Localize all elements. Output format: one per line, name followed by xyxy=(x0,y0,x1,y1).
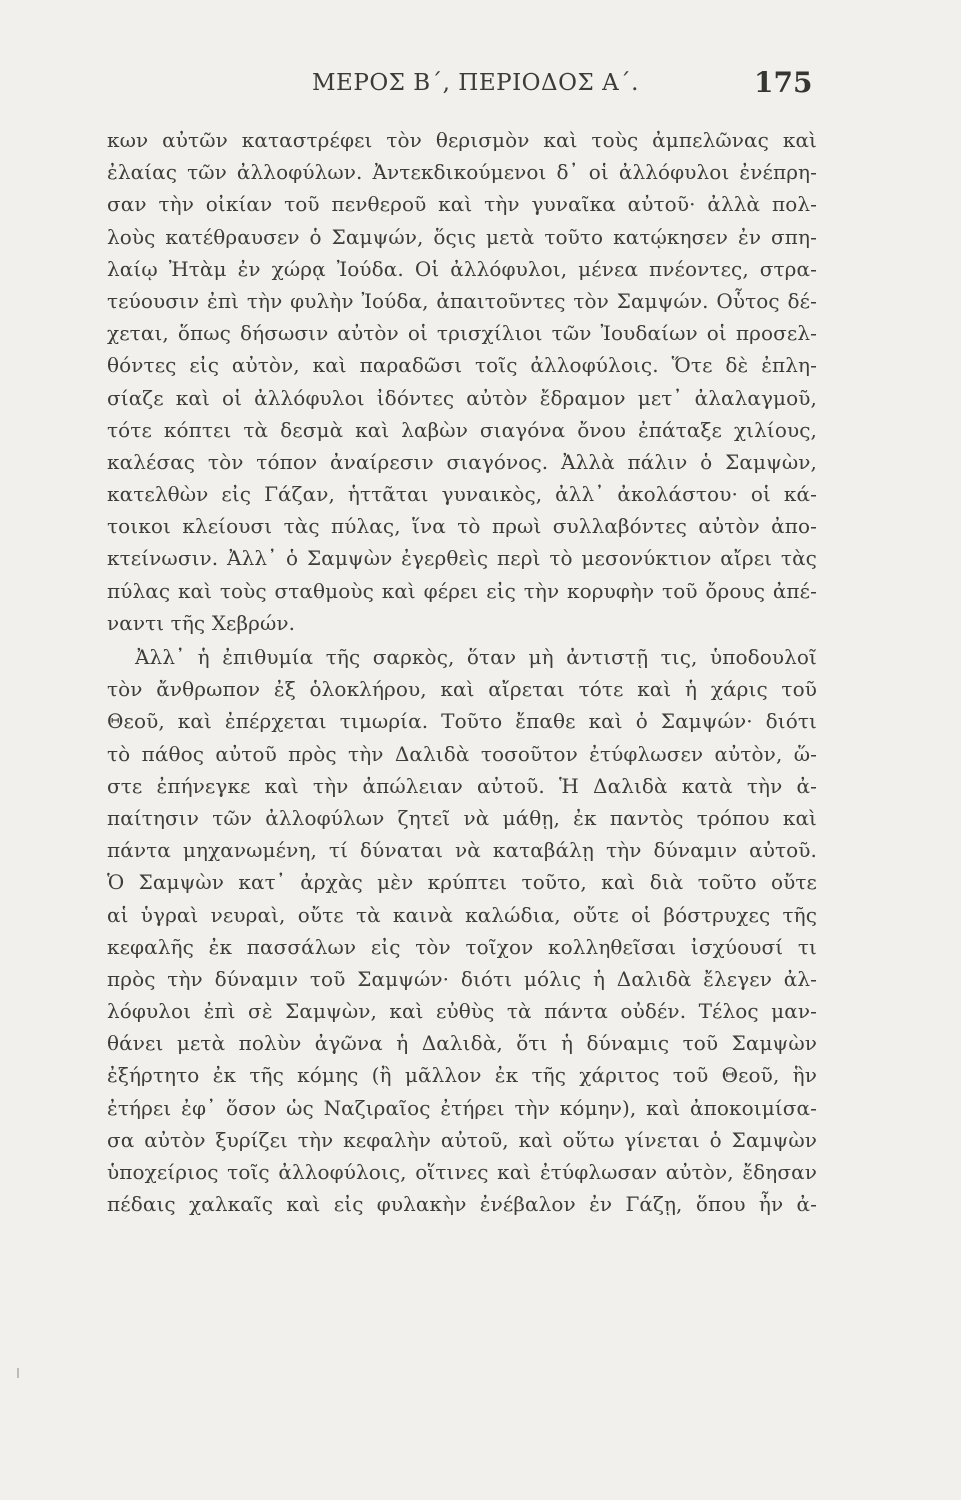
text-line: τότε κόπτει τὰ δεσμὰ καὶ λαβὼν σιαγόνα ὄνου ἐπάταξε χιλίους, xyxy=(107,417,817,442)
text-line: πύλας καὶ τοὺς σταθμοὺς καὶ φέρει εἰς τὴν κορυφὴν τοῦ ὄρους ἀπέ- xyxy=(107,578,817,603)
text-line: Ὁ Σαμψὼν κατ᾽ ἀρχὰς μὲν κρύπτει τοῦτο, καὶ διὰ τοῦτο οὔτε xyxy=(107,870,817,895)
paragraph-2 xyxy=(107,641,817,1220)
text-line: λοὺς κατέθραυσεν ὁ Σαμψών, ὅςις μετὰ τοῦτο κατῴκησεν ἐν σπη- xyxy=(107,224,817,249)
page-number: 175 xyxy=(754,66,813,99)
text-line: χεται, ὅπως δήσωσιν αὐτὸν οἱ τρισχίλιοι τῶν Ἰουδαίων οἱ προσελ- xyxy=(107,321,817,346)
text-line: σα αὐτὸν ξυρίζει τὴν κεφαλὴν αὐτοῦ, καὶ οὕτω γίνεται ὁ Σαμψὼν xyxy=(107,1127,817,1152)
text-line: τοικοι κλείουσι τὰς πύλας, ἵνα τὸ πρωὶ συλλαβόντες αὐτὸν ἀπο- xyxy=(107,514,817,539)
text-line: αἱ ὑγραὶ νευραὶ, οὔτε τὰ καινὰ καλώδια, οὔτε οἱ βόστρυχες τῆς xyxy=(107,902,817,927)
text-line: θάνει μετὰ πολὺν ἀγῶνα ἡ Δαλιδὰ, ὅτι ἡ δύναμις τοῦ Σαμψὼν xyxy=(107,1031,817,1056)
text-line: κων αὐτῶν καταστρέφει τὸν θερισμὸν καὶ τοὺς ἀμπελῶνας καὶ xyxy=(107,128,817,152)
text-line: ἐλαίας τῶν ἀλλοφύλων. Ἀντεκδικούμενοι δ᾽ οἱ ἀλλόφυλοι ἐνέπρη- xyxy=(107,160,817,185)
text-line: πρὸς τὴν δύναμιν τοῦ Σαμψών· διότι μόλις ἡ Δαλιδὰ ἔλεγεν ἀλ- xyxy=(107,966,817,991)
text-line: κατελθὼν εἰς Γάζαν, ἡττᾶται γυναικὸς, ἀλλ᾽ ἀκολάστου· οἱ κά- xyxy=(107,482,817,507)
text-line: ὑποχείριος τοῖς ἀλλοφύλοις, οἵτινες καὶ ἐτύφλωσαν αὐτὸν, ἔδησαν xyxy=(107,1160,817,1184)
text-line: τεύουσιν ἐπὶ τὴν φυλὴν Ἰούδα, ἀπαιτοῦντες τὸν Σαμψών. Οὗτος δέ- xyxy=(107,288,817,313)
text-line: τὸν ἄνθρωπον ἐξ ὁλοκλήρου, καὶ αἴρεται τότε καὶ ἡ χάρις τοῦ xyxy=(107,677,817,702)
text-line: στε ἐπήνεγκε καὶ τὴν ἀπώλειαν αὐτοῦ. Ἡ Δαλιδὰ κατὰ τὴν ἀ- xyxy=(107,773,817,798)
text-line: σαν τὴν οἰκίαν τοῦ πενθεροῦ καὶ τὴν γυναῖκα αὐτοῦ· ἀλλὰ πολ- xyxy=(107,192,817,217)
text-line: ἐτήρει ἐφ᾽ ὅσον ὡς Ναζιραῖος ἐτήρει τὴν κόμην), καὶ ἀποκοιμίσα- xyxy=(107,1095,817,1120)
text-line: κτείνωσιν. Ἀλλ᾽ ὁ Σαμψὼν ἐγερθεὶς περὶ τὸ μεσονύκτιον αἴρει τὰς xyxy=(107,546,817,571)
text-line: κεφαλῆς ἐκ πασσάλων εἰς τὸν τοῖχον κολληθεῖσαι ἰσχύουσί τι xyxy=(107,934,817,959)
running-head: ΜΕΡΟΣ Β΄, ΠΕΡΙΟΔΟΣ Α΄. xyxy=(312,70,639,96)
text-line: πάντα μηχανωμένη, τί δύναται νὰ καταβάλῃ τὴν δύναμιν αὐτοῦ. xyxy=(107,838,817,863)
paragraph-1 xyxy=(107,124,817,639)
text-line: Ἀλλ᾽ ἡ ἐπιθυμία τῆς σαρκὸς, ὅταν μὴ ἀντιστῇ τις, ὑποδουλοῖ xyxy=(135,645,817,669)
text-line: πέδαις χαλκαῖς καὶ εἰς φυλακὴν ἐνέβαλον ἐν Γάζῃ, ὅπου ἦν ἀ- xyxy=(107,1192,817,1217)
text-line: παίτησιν τῶν ἀλλοφύλων ζητεῖ νὰ μάθῃ, ἐκ παντὸς τρόπου καὶ xyxy=(107,805,817,830)
text-line: θόντες εἰς αὐτὸν, καὶ παραδῶσι τοῖς ἀλλοφύλοις. Ὅτε δὲ ἐπλη- xyxy=(107,353,817,378)
text-line: καλέσας τὸν τόπον ἀναίρεσιν σιαγόνος. Ἀλλὰ πάλιν ὁ Σαμψὼν, xyxy=(107,449,817,474)
margin-speck xyxy=(17,1368,19,1378)
text-line: σίαζε καὶ οἱ ἀλλόφυλοι ἰδόντες αὐτὸν ἔδραμον μετ᾽ ἀλαλαγμοῦ, xyxy=(107,385,817,410)
text-line: λαίῳ Ἠτὰμ ἐν χώρᾳ Ἰούδα. Οἱ ἀλλόφυλοι, μένεα πνέοντες, στρα- xyxy=(107,256,817,281)
text-line: ἐξήρτητο ἐκ τῆς κόμης (ἢ μᾶλλον ἐκ τῆς χάριτος τοῦ Θεοῦ, ἣν xyxy=(107,1063,817,1088)
text-line: Θεοῦ, καὶ ἐπέρχεται τιμωρία. Τοῦτο ἔπαθε καὶ ὁ Σαμψών· διότι xyxy=(107,709,817,734)
body-text xyxy=(107,124,817,1220)
text-line: ναντι τῆς Χεβρών. xyxy=(107,610,296,635)
text-line: τὸ πάθος αὐτοῦ πρὸς τὴν Δαλιδὰ τοσοῦτον ἐτύφλωσεν αὐτὸν, ὥ- xyxy=(107,741,817,766)
text-line: λόφυλοι ἐπὶ σὲ Σαμψὼν, καὶ εὐθὺς τὰ πάντα οὐδέν. Τέλος μαν- xyxy=(107,999,817,1024)
